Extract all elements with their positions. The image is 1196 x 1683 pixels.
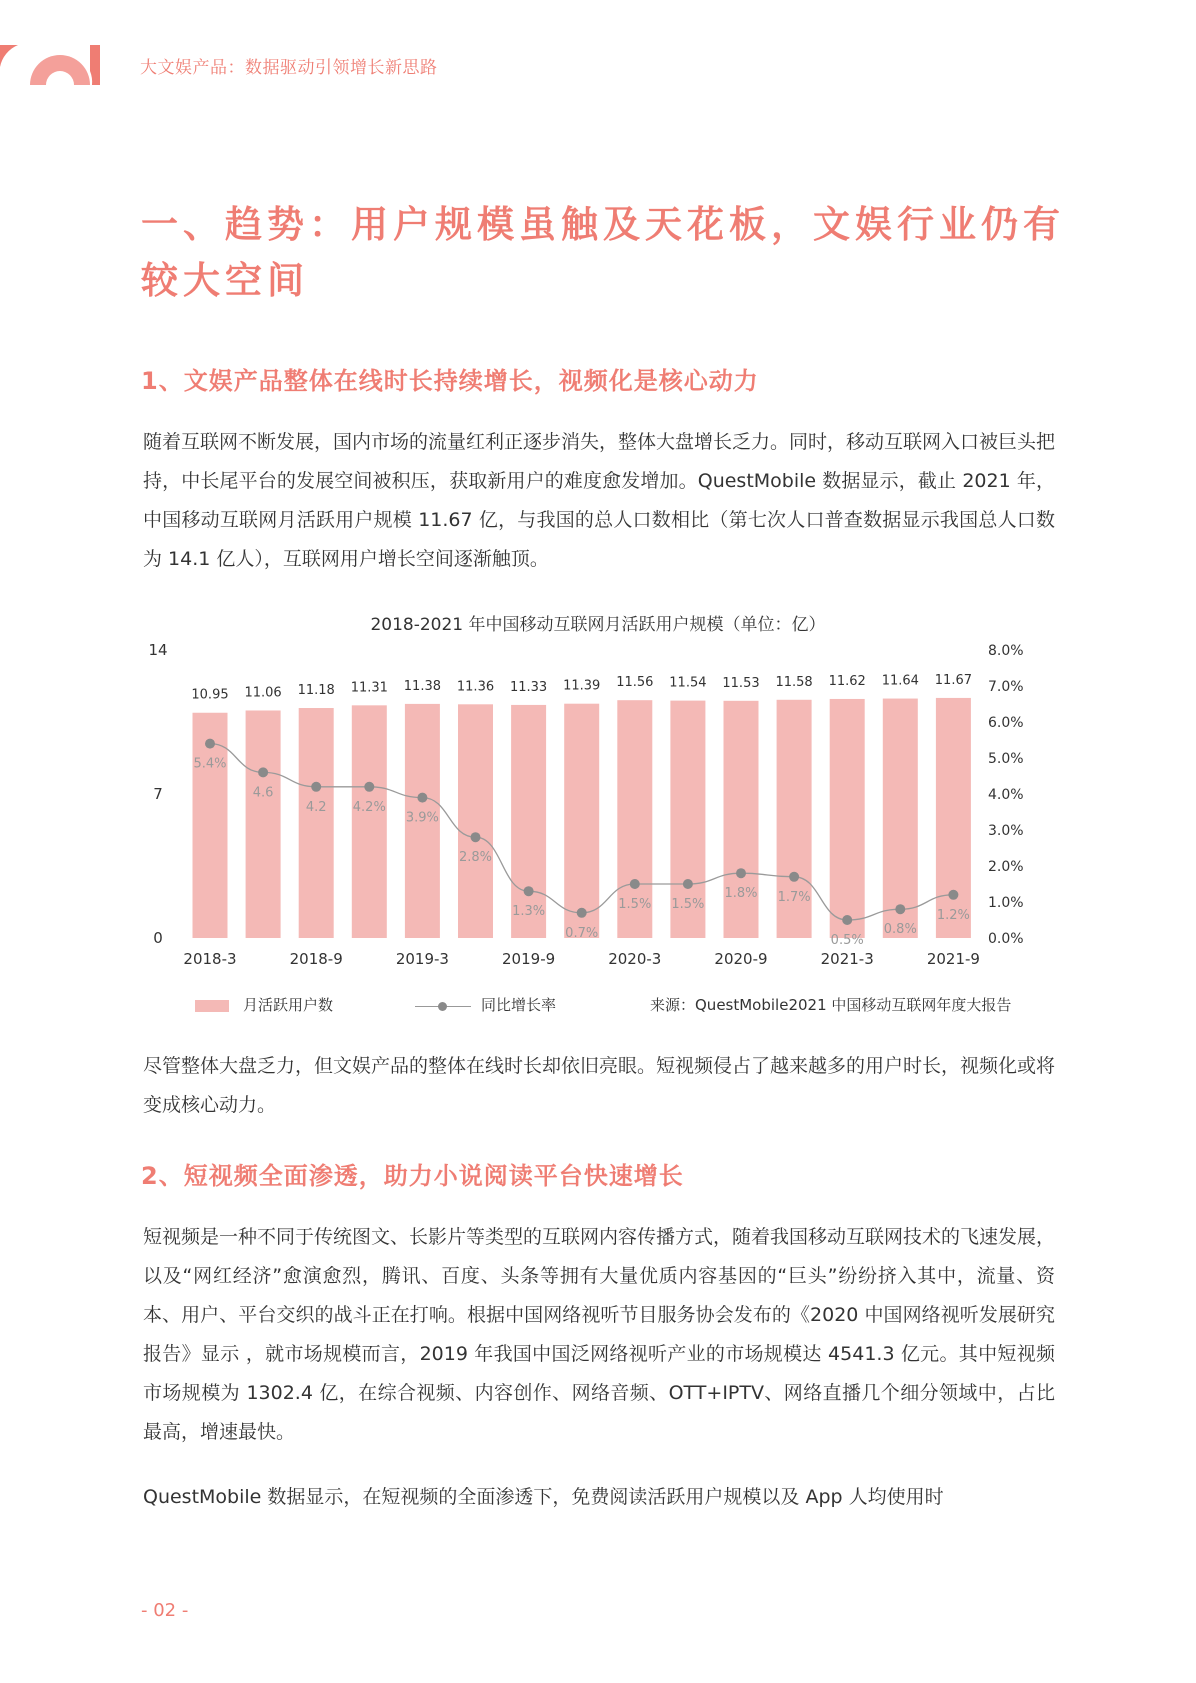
x-tick-label: 2018-9 [289,950,343,968]
bar-value-label: 11.62 [828,673,866,689]
bar [830,699,865,938]
header-title: 大文娱产品：数据驱动引领增长新思路 [140,58,438,78]
growth-point [524,886,534,896]
page-number: - 02 - [141,1600,189,1621]
y-right-tick-label: 8.0% [988,643,1024,659]
section-2-paragraph-1: 短视频是一种不同于传统图文、长影片等类型的互联网内容传播方式，随着我国移动互联网技术的飞速发展，以及“网红经济”愈演愈烈，腾讯、百度、头条等拥有大量优质内容基因的“巨头”纷纷挤入其中，流量、资本、用户、平台交织的战斗正在打响。根据中国网络视听节目服务协会发布的《2020 中国网络视听发展研究报告》显示 ，就市场规模而言，2019 年我国中国泛网络视听产业的市场规模达 4541.3 亿元。其中短视频市场规模为 1302.4 亿，在综合视频、内容创作、网络音频、OTT+IPTV、网络直播几个细分领域中，占比最高，增速最快。 [143,1226,1056,1443]
bar-value-label: 11.39 [563,678,601,694]
growth-point [736,868,746,878]
legend-line-label: 同比增长率 [481,996,557,1014]
section-2-paragraph-2: QuestMobile 数据显示，在短视频的全面渗透下，免费阅读活跃用户规模以及 App 人均使用时 [143,1486,944,1508]
chart-source: 来源：QuestMobile2021 中国移动互联网年度大报告 [650,996,1012,1014]
bar-value-label: 11.58 [775,674,813,690]
bar [352,705,387,938]
growth-point [948,890,958,900]
bar-value-label: 11.67 [934,672,973,688]
x-tick-label: 2018-3 [183,950,237,968]
bar-value-label: 11.54 [669,675,707,691]
growth-label: 0.8% [883,922,917,938]
x-tick-label: 2019-3 [395,950,449,968]
bar [724,701,759,938]
growth-point [789,872,799,882]
growth-label: 5.4% [193,756,227,772]
bar [564,704,599,938]
growth-label: 4.6 [252,785,274,801]
bar-value-label: 11.36 [456,679,495,695]
growth-point [417,793,427,803]
growth-label: 0.5% [830,933,864,948]
bar-value-label: 11.56 [616,675,654,691]
y-right-tick-label: 7.0% [988,679,1024,695]
bar-value-label: 10.95 [191,687,229,703]
growth-label: 0.7% [565,925,599,941]
growth-label: 4.2 [305,799,327,815]
section-1-paragraph-2: 尽管整体大盘乏力，但文娱产品的整体在线时长却依旧亮眼。短视频侵占了越来越多的用户时长，视频化或将变成核心动力。 [143,1055,1056,1116]
growth-point [258,767,268,777]
growth-label: 1.3% [512,904,546,920]
growth-label: 4.2% [352,799,386,815]
bar [883,699,918,938]
x-tick-label: 2020-9 [714,950,768,968]
section-1-paragraph-1: 随着互联网不断发展，国内市场的流量红利正逐步消失，整体大盘增长乏力。同时，移动互联网入口被巨头把持，中长尾平台的发展空间被积压，获取新用户的难度愈发增加。QuestMobile 数据显示，截止 2021 年，中国移动互联网月活跃用户规模 11.67 亿，与我国的总人口数相比（第七次人口普查数据显示我国总人口数为 14.1 亿人），互联网用户增长空间逐渐触顶。 [143,431,1056,570]
growth-point [471,832,481,842]
y-right-tick-label: 5.0% [988,751,1024,767]
bar [299,708,334,938]
y-right-tick-label: 2.0% [988,859,1024,875]
growth-label: 1.7% [777,889,811,905]
y-left-tick-label: 7 [153,785,163,803]
bar [511,705,546,938]
bar-value-label: 11.38 [403,678,442,694]
growth-label: 1.8% [724,886,758,902]
x-tick-label: 2021-9 [926,950,980,968]
legend-line-swatch [415,1000,471,1012]
growth-point [577,908,587,918]
chart-title: 2018-2021 年中国移动互联网月活跃用户规模（单位：亿） [370,615,826,635]
legend-bar [195,994,333,1015]
growth-point [311,782,321,792]
x-tick-label: 2020-3 [608,950,662,968]
legend-bar-label: 月活跃用户数 [243,996,334,1014]
y-right-tick-label: 3.0% [988,823,1024,839]
y-right-tick-label: 1.0% [988,895,1024,911]
legend-bar-swatch [195,1000,229,1012]
bar [936,698,971,938]
growth-point [364,782,374,792]
growth-label: 1.2% [936,907,970,923]
growth-label: 3.9% [405,810,439,826]
brand-logo [0,45,100,85]
x-tick-label: 2019-9 [502,950,556,968]
chart-svg [0,600,1196,1020]
section-2-title: 2、短视频全面渗透，助力小说阅读平台快速增长 [141,1162,684,1190]
y-right-tick-label: 6.0% [988,715,1024,731]
growth-point [842,915,852,925]
bar-value-label: 11.64 [881,673,919,689]
mau-chart [0,600,1196,1020]
growth-point [683,879,693,889]
y-left-tick-label: 14 [148,641,168,659]
growth-point [630,879,640,889]
section-1-title: 1、文娱产品整体在线时长持续增长，视频化是核心动力 [141,367,759,395]
growth-label: 1.5% [618,897,652,912]
legend-line [415,994,556,1015]
bar-value-label: 11.53 [722,675,760,691]
bar [458,704,493,938]
growth-point [895,904,905,914]
bar-value-label: 11.31 [350,680,388,696]
growth-point [205,739,215,749]
x-tick-label: 2021-3 [820,950,874,968]
growth-label: 2.8% [458,850,493,866]
page-heading: 一、趋势：用户规模虽触及天花板，文娱行业仍有较大空间 [141,203,1065,302]
growth-label: 1.5% [671,897,705,912]
bar-value-label: 11.33 [509,679,548,695]
bar-value-label: 11.18 [297,683,335,699]
y-right-tick-label: 4.0% [988,787,1024,803]
bar [246,710,281,938]
y-right-tick-label: 0.0% [988,931,1024,947]
y-left-tick-label: 0 [153,929,163,947]
bar-value-label: 11.06 [244,685,282,701]
